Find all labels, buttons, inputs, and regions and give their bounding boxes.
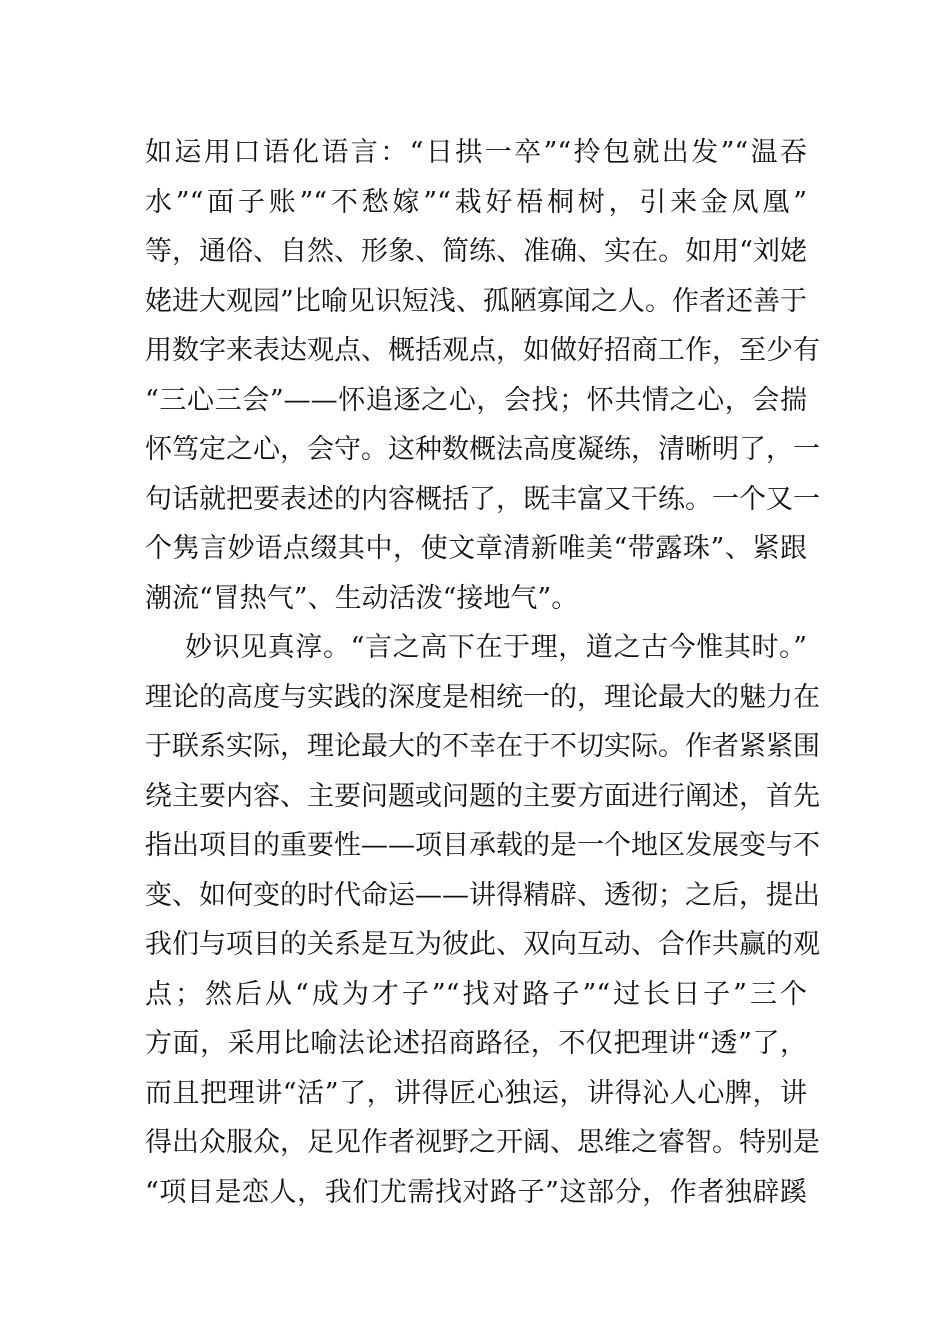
text-line: 如运用口语化语言：“日拱一卒”“拎包就出发”“温吞 (145, 137, 807, 168)
text-line: 绕主要内容、主要问题或问题的主要方面进行阐述，首先 (145, 780, 820, 812)
text-line: 指出项目的重要性——项目承载的是一个地区发展变与不 (145, 830, 820, 861)
text-line: 我们与项目的关系是互为彼此、双向互动、合作共赢的观 (145, 929, 820, 960)
text-line: 用数字来表达观点、概括观点，如做好招商工作，至少有 (145, 335, 820, 366)
paragraph-language (145, 128, 820, 623)
text-line: 句话就把要表述的内容概括了，既丰富又干练。一个又一 (145, 483, 820, 515)
paragraph-insight (145, 623, 820, 1217)
document-body (145, 128, 820, 1217)
text-line: 于联系实际，理论最大的不幸在于不切实际。作者紧紧围 (145, 731, 820, 762)
text-line: 理论的高度与实践的深度是相统一的，理论最大的魅力在 (145, 681, 820, 713)
text-line: 个隽言妙语点缀其中，使文章清新唯美“带露珠”、紧跟 (145, 533, 807, 564)
text-line: 水”“面子账”“不愁嫁”“栽好梧桐树，引来金凤凰” (145, 186, 807, 218)
text-line: “项目是恋人，我们尤需找对路子”这部分，作者独辟蹊 (145, 1176, 807, 1208)
text-line: 妙识见真淳。“言之高下在于理，道之古今惟其时。” (185, 632, 807, 663)
text-line: 得出众服众，足见作者视野之开阔、思维之睿智。特别是 (145, 1127, 820, 1158)
text-line: 而且把理讲“活”了，讲得匠心独运，讲得沁人心脾，讲 (145, 1077, 807, 1109)
text-line: 变、如何变的时代命运——讲得精辟、透彻；之后，提出 (145, 879, 820, 911)
text-line: 怀笃定之心，会守。这种数概法高度凝练，清晰明了，一 (145, 434, 820, 465)
text-line: 姥进大观园”比喻见识短浅、孤陋寡闻之人。作者还善于 (145, 285, 807, 317)
text-line: 潮流“冒热气”、生动活泼“接地气”。 (145, 582, 579, 614)
text-line: 等，通俗、自然、形象、简练、准确、实在。如用“刘姥 (145, 236, 807, 267)
text-line: 点；然后从“成为才子”“找对路子”“过长日子”三个 (145, 978, 807, 1010)
text-line: “三心三会”——怀追逐之心，会找；怀共情之心，会揣 (145, 384, 807, 416)
text-line: 方面，采用比喻法论述招商路径，不仅把理讲“透”了， (145, 1028, 807, 1059)
